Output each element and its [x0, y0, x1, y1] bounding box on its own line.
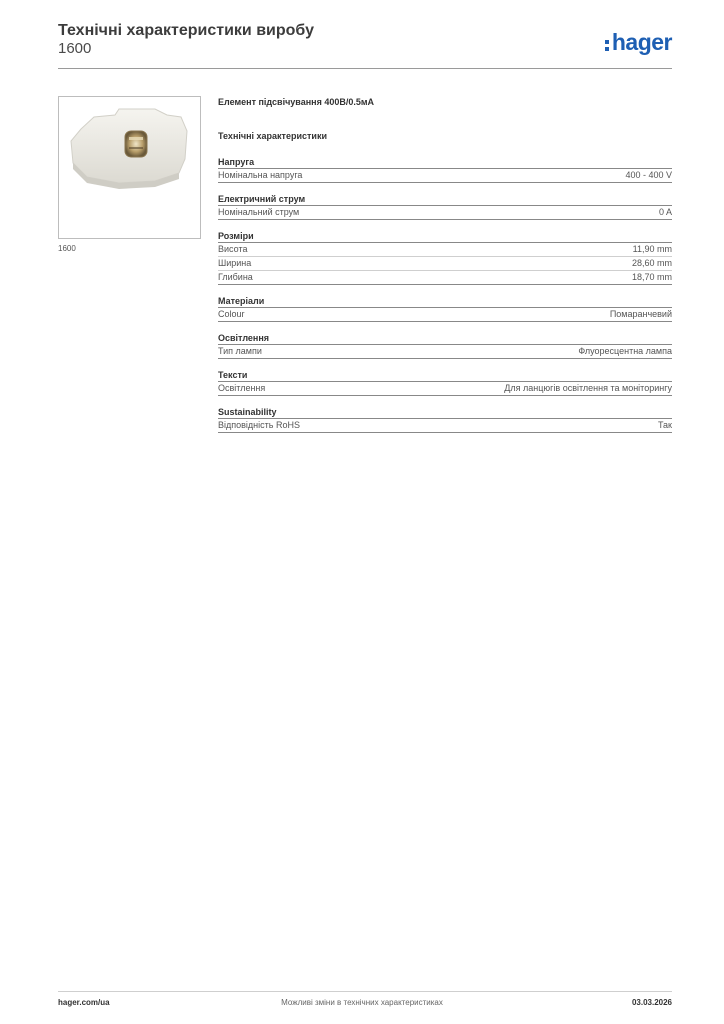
spec-value: Для ланцюгів освітлення та моніторингу [504, 383, 672, 393]
spec-group-title: Освітлення [218, 333, 270, 343]
spec-row [218, 307, 672, 322]
product-title: Елемент підсвічування 400В/0.5мА [218, 97, 375, 107]
product-photo-icon [59, 97, 200, 238]
spec-label: Ширина [218, 258, 252, 268]
spec-row [218, 270, 672, 285]
spec-group [218, 369, 672, 396]
spec-group-title: Тексти [218, 370, 248, 380]
spec-group [218, 156, 672, 183]
footer-divider [58, 991, 672, 992]
spec-label: Освітлення [218, 383, 266, 393]
spec-group [218, 230, 672, 285]
page-title: Технічні характеристики виробу [58, 22, 314, 39]
spec-row [218, 344, 672, 359]
logo-colon-icon [605, 35, 610, 51]
spec-group [218, 406, 672, 433]
spec-group [218, 332, 672, 359]
spec-value: 0 A [658, 207, 672, 217]
spec-value: 28,60 mm [631, 258, 672, 268]
product-image [58, 96, 201, 239]
header-divider [58, 68, 672, 69]
spec-value: Так [657, 420, 672, 430]
spec-row [218, 168, 672, 183]
spec-label: Номінальний струм [218, 207, 300, 217]
footer-website-link[interactable]: hager.com/ua [58, 998, 110, 1007]
spec-label: Відповідність RoHS [218, 420, 300, 430]
spec-group-title: Sustainability [218, 407, 277, 417]
hager-logo[interactable] [605, 29, 672, 56]
spec-group [218, 193, 672, 220]
spec-group [218, 295, 672, 322]
logo-text: hager [611, 29, 672, 55]
spec-group-title: Матеріали [218, 296, 265, 306]
spec-value: 400 - 400 V [625, 170, 672, 180]
spec-row [218, 256, 672, 270]
spec-label: Тип лампи [218, 346, 262, 356]
product-number: 1600 [58, 40, 92, 57]
spec-value: 18,70 mm [631, 272, 672, 282]
footer-date: 03.03.2026 [631, 998, 672, 1007]
spec-label: Глибина [218, 272, 253, 282]
image-caption: 1600 [58, 244, 76, 253]
spec-group-title: Напруга [218, 157, 255, 167]
spec-label: Висота [218, 244, 248, 254]
spec-label: Номінальна напруга [218, 170, 303, 180]
footer-disclaimer: Можливі зміни в технічних характеристиках [281, 998, 443, 1007]
spec-group-title: Розміри [218, 231, 254, 241]
spec-row [218, 205, 672, 220]
spec-value: 11,90 mm [632, 244, 672, 254]
spec-row [218, 381, 672, 396]
spec-value: Помаранчевий [609, 309, 672, 319]
spec-row [218, 242, 672, 256]
spec-label: Colour [218, 309, 245, 319]
spec-value: Флуоресцентна лампа [578, 346, 672, 356]
spec-row [218, 418, 672, 433]
spec-group-title: Електричний струм [218, 194, 306, 204]
spec-table [218, 156, 672, 443]
section-title: Технічні характеристики [218, 131, 327, 141]
